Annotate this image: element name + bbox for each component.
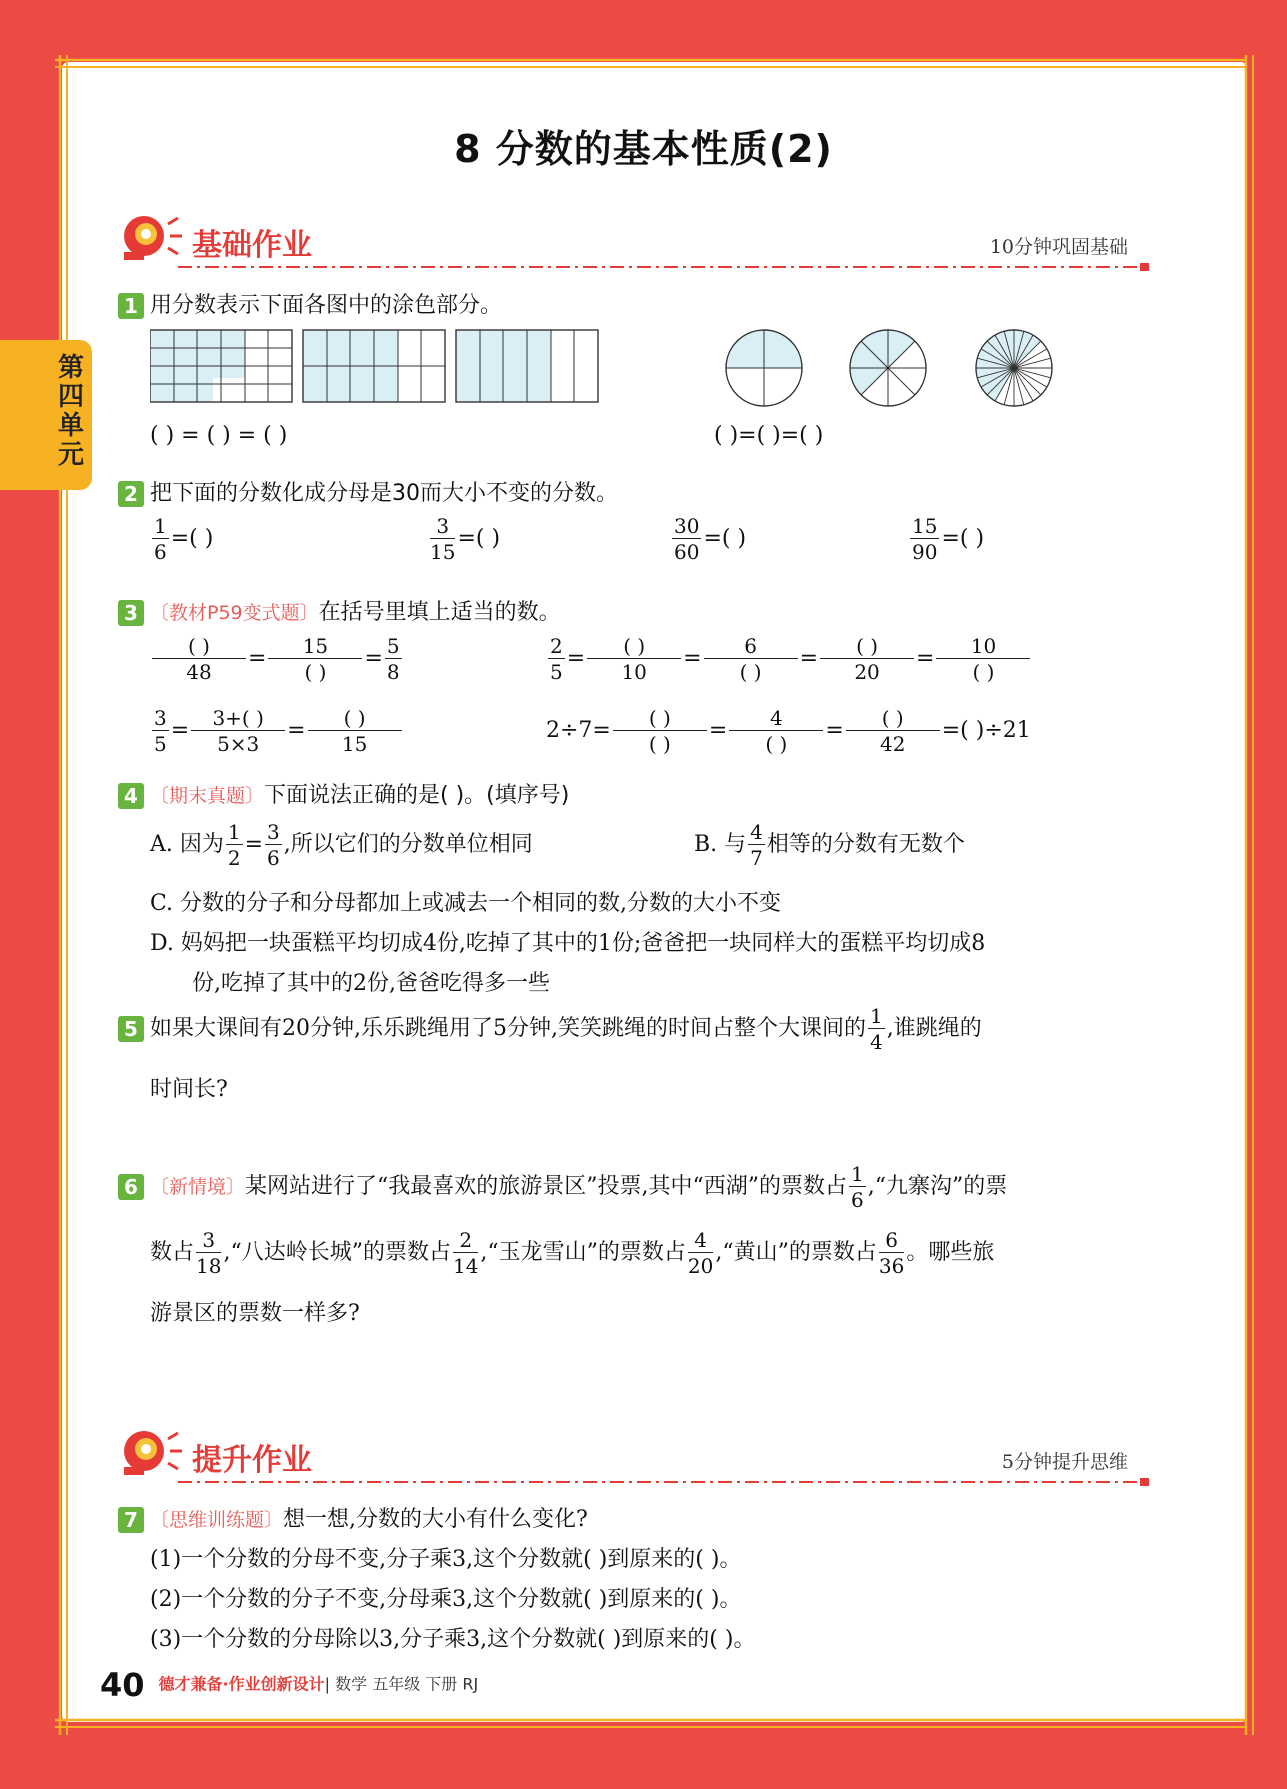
page-title: 8 分数的基本性质(2) [454,127,833,171]
lamp-icon [118,210,188,266]
circle-figure-2 [850,330,926,406]
question-1-text: 用分数表示下面各图中的涂色部分。 [150,293,503,318]
section-rule [178,1477,1158,1487]
circle-figure-1 [726,330,802,406]
section-rule [178,262,1158,272]
question-5: 5 如果大课间有20分钟,乐乐跳绳用了5分钟,笑笑跳绳的时间占整个大课间的 $\frac{1}{4}$ ,谁跳绳的 [118,1006,982,1052]
q3-row2-left[interactable]: $\frac{3}{5}$ = $\frac{3+( )}{5\times 3}$ = ( ) 15 [150,708,404,754]
question-4 [118,778,569,809]
question-5-line2: 时间长? [150,1077,228,1102]
rectangle-figure-3 [456,330,598,402]
question-number: 2 [118,481,144,507]
question-6-line2: 数占 $\frac{3}{18}$ ,“八达岭长城”的票数占 $\frac{2}{14}$ ,“玉龙雪山”的票数占 $\frac{4}{20}$ ,“黄山”的票数占 $\frac{6}{36}$ 。哪些旅 [150,1228,995,1278]
question-3-text: 在括号里填上适当的数。 [318,600,561,625]
q4-option-c: C. 分数的分子和分母都加上或减去一个相同的数,分数的大小不变 [150,891,782,916]
wavy-border-top [55,52,1255,74]
section-basic-note: 10分钟巩固基础 [989,236,1128,258]
section-basic-title: 基础作业 [192,228,312,263]
q2-blank: =( ) [703,526,747,551]
circle-figures [722,326,1062,410]
question-7: 7 〔思维训练题〕想一想,分数的大小有什么变化? [118,1502,588,1533]
wavy-border-left [52,55,74,1735]
unit-side-tab [0,340,92,490]
question-2-text: 把下面的分数化成分母是30而大小不变的分数。 [150,481,618,506]
section-advanced-header [118,1425,1158,1485]
unit-tab-label: 第四单元 [58,353,85,470]
question-number: 1 [118,293,144,319]
q7-item-2[interactable]: (2)一个分数的分子不变,分母乘3,这个分数就( )到原来的( )。 [150,1587,742,1612]
footer-info: | 数学 五年级 下册 RJ [324,1674,479,1694]
fraction-denominator: 60 [674,540,700,564]
fraction-numerator: 1 [154,514,167,538]
q2-blank: =( ) [941,526,985,551]
question-7-tag: 〔思维训练题〕 [150,1509,284,1531]
rectangle-figure-2 [303,330,445,402]
fraction-numerator: 15 [912,514,938,538]
fraction-denominator: 6 [154,540,167,564]
question-4-text[interactable]: 下面说法正确的是( )。(填序号) [264,783,570,808]
q2-blank: =( ) [457,526,501,551]
question-number: 5 [118,1016,144,1042]
question-4-tag: 〔期末真题〕 [150,785,265,807]
q3-row2-right[interactable]: 2÷7= ( ) ( ) = 4 ( ) = ( ) 42 =( )÷21 [546,706,1031,756]
lamp-icon [118,1425,188,1481]
q3-row1-left[interactable]: ( ) 48 = 15 ( ) = $\frac{5}{8}$ [150,636,404,682]
question-number: 3 [118,600,144,626]
wavy-border-bottom [55,1712,1255,1734]
section-basic-header [118,210,1158,270]
rectangle-figure-1 [150,330,292,402]
q3-row1-right[interactable]: $\frac{2}{5}$ = ( ) 10 = 6 ( ) = ( ) 20 = 10 ( ) [546,636,1032,682]
fraction-numerator: 3 [430,516,455,539]
q2-item-4[interactable] [908,516,984,562]
fraction-denominator: 90 [912,540,938,564]
q1-answer-circles[interactable]: ( )=( )=( ) [714,423,824,448]
q1-answer-rectangles[interactable]: ( ) = ( ) = ( ) [150,423,288,448]
question-number: 4 [118,783,144,809]
question-number: 6 [118,1174,144,1200]
circle-figure-3 [976,330,1052,406]
rectangle-figures [150,328,600,404]
question-1 [118,288,502,319]
wavy-border-right [1238,55,1260,1735]
q4-option-a: A. 因为 $\frac{1}{2}$ = $\frac{3}{6}$ ,所以它们的分数单位相同 [150,820,533,870]
question-number: 7 [118,1507,144,1533]
q2-blank: =( ) [170,526,214,551]
question-6-line3: 游景区的票数一样多? [150,1301,360,1326]
q2-item-3[interactable] [670,516,746,562]
q2-item-2[interactable] [428,516,500,562]
section-advanced-title: 提升作业 [192,1443,312,1478]
fraction-numerator: 30 [674,514,700,538]
q4-option-d-line1: D. 妈妈把一块蛋糕平均切成4份,吃掉了其中的1份;爸爸把一块同样大的蛋糕平均切成8 [150,931,986,956]
section-advanced-note: 5分钟提升思维 [1001,1451,1128,1473]
q2-item-1[interactable] [150,516,213,562]
page-footer [100,1666,478,1704]
page-number: 40 [100,1666,145,1704]
fraction-denominator: 15 [430,540,456,564]
question-3-tag: 〔教材P59变式题〕 [150,602,319,624]
q7-item-1[interactable]: (1)一个分数的分母不变,分子乘3,这个分数就( )到原来的( )。 [150,1547,742,1572]
q7-item-3[interactable]: (3)一个分数的分母除以3,分子乘3,这个分数就( )到原来的( )。 [150,1627,756,1652]
question-2 [118,476,618,507]
question-3 [118,595,561,626]
footer-brand: 德才兼备·作业创新设计 [158,1674,325,1694]
q4-option-b: B. 与 $\frac{4}{7}$ 相等的分数有无数个 [694,820,965,870]
question-6-tag: 〔新情境〕 [150,1176,246,1198]
q4-option-d-line2: 份,吃掉了其中的2份,爸爸吃得多一些 [192,971,550,996]
question-6: 6 〔新情境〕某网站进行了“我最喜欢的旅游景区”投票,其中“西湖”的票数占 $\frac{1}{6}$ ,“九寨沟”的票 [118,1164,1007,1210]
